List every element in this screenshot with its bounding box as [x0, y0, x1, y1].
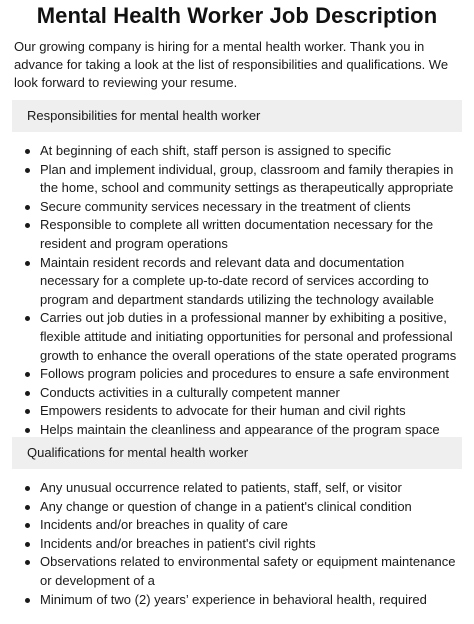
list-item: Follows program policies and procedures to ensure a safe environment: [40, 365, 462, 384]
list-item: At beginning of each shift, staff person is assigned to specific: [40, 142, 462, 161]
list-item: Conducts activities in a culturally competent manner: [40, 384, 462, 403]
responsibilities-heading: Responsibilities for mental health worker: [12, 100, 462, 132]
qualifications-list: [40, 479, 462, 609]
page-title: Mental Health Worker Job Description: [36, 3, 438, 28]
list-item: Empowers residents to advocate for their human and civil rights: [40, 402, 462, 421]
list-item: Minimum of two (2) years’ experience in behavioral health, required: [40, 591, 462, 610]
list-item: Secure community services necessary in the treatment of clients: [40, 198, 462, 217]
list-item: Maintain resident records and relevant data and documentation necessary for a complete up-to-date record of services according to program and department standards utilizing the technology available: [40, 254, 462, 310]
list-item: Incidents and/or breaches in patient's civil rights: [40, 535, 462, 554]
list-item: Incidents and/or breaches in quality of care: [40, 516, 462, 535]
qualifications-heading: Qualifications for mental health worker: [12, 437, 462, 469]
list-item: Observations related to environmental safety or equipment maintenance or development of a: [40, 553, 462, 590]
list-item: Any unusual occurrence related to patients, staff, self, or visitor: [40, 479, 462, 498]
intro-paragraph: Our growing company is hiring for a mental health worker. Thank you in advance for taking a look at the list of responsibilities and qualifications. We look forward to reviewing your resume.: [14, 39, 449, 90]
list-item: Responsible to complete all written documentation necessary for the resident and program operations: [40, 216, 462, 253]
list-item: Carries out job duties in a professional manner by exhibiting a positive, flexible attitude and initiating opportunities for personal and professional growth to enhance the overall operations of the state operated programs: [40, 309, 462, 365]
responsibilities-list: [40, 142, 462, 440]
list-item: Plan and implement individual, group, classroom and family therapies in the home, school and community settings as therapeutically appropriate: [40, 161, 462, 198]
list-item: Helps maintain the cleanliness and appearance of the program space: [40, 421, 462, 440]
list-item: Any change or question of change in a patient's clinical condition: [40, 498, 462, 517]
